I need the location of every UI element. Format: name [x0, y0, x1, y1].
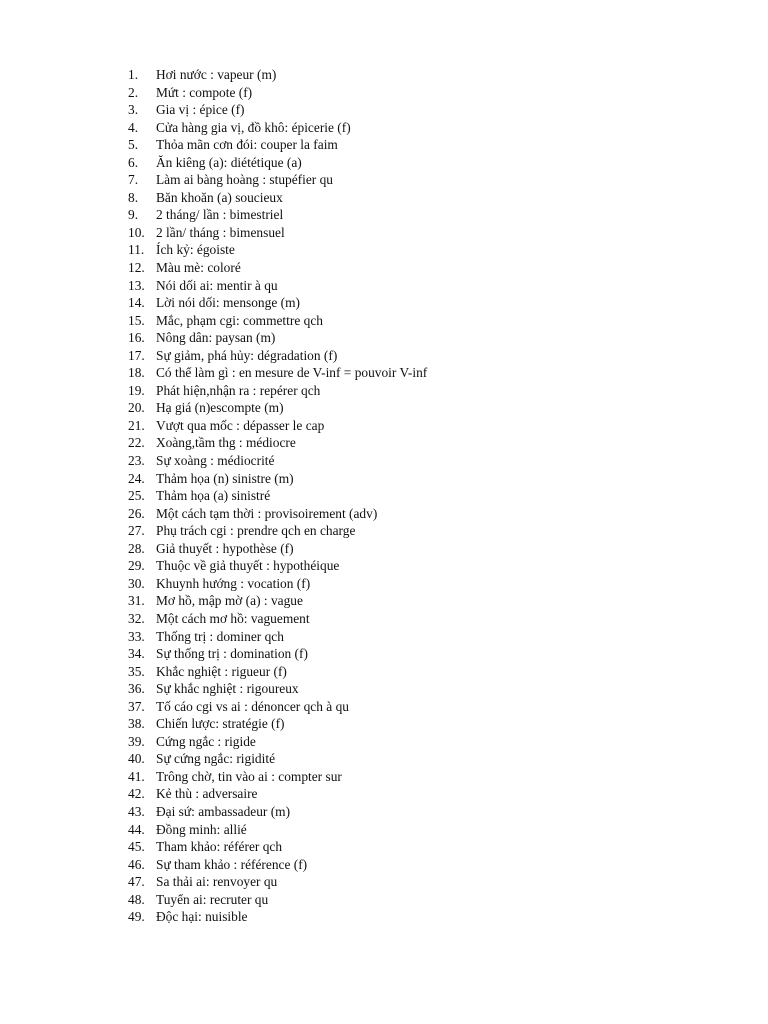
item-number: 19. — [128, 382, 145, 398]
item-number: 30. — [128, 575, 145, 591]
list-item — [128, 294, 427, 312]
item-text: Thống trị : dominer qch — [156, 628, 284, 644]
item-number: 2. — [128, 84, 139, 100]
list-item — [128, 119, 427, 137]
list-item — [128, 206, 427, 224]
item-text: Sự tham khảo : référence (f) — [156, 856, 308, 872]
list-item — [128, 189, 427, 207]
list-item — [128, 821, 427, 839]
item-number: 34. — [128, 646, 145, 662]
item-text: Tham khảo: référer qch — [156, 839, 283, 855]
list-item — [128, 645, 427, 663]
item-number: 12. — [128, 260, 145, 276]
list-item — [128, 838, 427, 856]
item-number: 49. — [128, 909, 145, 925]
list-item — [128, 540, 427, 558]
item-number: 6. — [128, 154, 139, 170]
list-item — [128, 136, 427, 154]
item-text: Vượt qua mốc : dépasser le cap — [156, 417, 325, 433]
list-item — [128, 347, 427, 365]
vocabulary-list — [128, 66, 427, 926]
item-text: Trông chờ, tin vào ai : compter sur — [156, 768, 342, 784]
item-text: Mứt : compote (f) — [156, 84, 253, 100]
list-item — [128, 487, 427, 505]
item-number: 18. — [128, 365, 145, 381]
item-number: 1. — [128, 67, 139, 82]
list-item — [128, 891, 427, 909]
list-item — [128, 610, 427, 628]
item-text: Sa thải ai: renvoyer qu — [156, 874, 278, 890]
item-text: Một cách mơ hồ: vaguement — [156, 610, 310, 626]
item-text: Có thể làm gì : en mesure de V-inf = pouvoir V-inf — [156, 365, 428, 381]
item-number: 7. — [128, 172, 139, 188]
list-item — [128, 522, 427, 540]
item-number: 44. — [128, 821, 145, 837]
item-text: Chiến lược: stratégie (f) — [156, 716, 285, 732]
list-item — [128, 259, 427, 277]
item-text: Mắc, phạm cgi: commettre qch — [156, 312, 323, 328]
item-number: 10. — [128, 224, 145, 240]
item-text: Thuộc về giả thuyết : hypothéique — [156, 558, 340, 574]
list-item — [128, 382, 427, 400]
list-item — [128, 505, 427, 523]
item-number: 40. — [128, 751, 145, 767]
item-text: Thỏa mãn cơn đói: couper la faim — [156, 137, 338, 153]
list-item — [128, 399, 427, 417]
item-number: 26. — [128, 505, 145, 521]
list-item — [128, 575, 427, 593]
item-number: 42. — [128, 786, 145, 802]
item-text: Lời nói dối: mensonge (m) — [156, 295, 300, 311]
list-item — [128, 715, 427, 733]
list-item — [128, 768, 427, 786]
item-text: Phát hiện,nhận ra : repérer qch — [156, 382, 321, 398]
item-text: Cứng ngắc : rigide — [156, 733, 256, 749]
list-item — [128, 434, 427, 452]
list-item — [128, 628, 427, 646]
item-text: Thảm họa (n) sinistre (m) — [156, 470, 294, 486]
item-number: 24. — [128, 470, 145, 486]
item-text: Giả thuyết : hypothèse (f) — [156, 540, 294, 556]
item-number: 5. — [128, 137, 139, 153]
item-text: Sự cứng ngắc: rigidité — [156, 751, 276, 767]
item-text: Băn khoăn (a) soucieux — [156, 189, 283, 205]
item-number: 9. — [128, 207, 139, 223]
item-text: Sự thống trị : domination (f) — [156, 646, 308, 662]
list-item — [128, 84, 427, 102]
list-item — [128, 101, 427, 119]
item-number: 4. — [128, 119, 139, 135]
item-number: 47. — [128, 874, 145, 890]
item-number: 33. — [128, 628, 145, 644]
item-text: Làm ai bàng hoàng : stupéfier qu — [156, 172, 334, 188]
list-item — [128, 329, 427, 347]
item-number: 17. — [128, 347, 145, 363]
item-text: Cửa hàng gia vị, đồ khô: épicerie (f) — [156, 119, 351, 135]
list-item — [128, 154, 427, 172]
item-text: Tố cáo cgi vs ai : dénoncer qch à qu — [156, 698, 349, 714]
list-item — [128, 592, 427, 610]
item-number: 28. — [128, 540, 145, 556]
list-item — [128, 856, 427, 874]
item-text: Khuynh hướng : vocation (f) — [156, 575, 311, 591]
item-number: 20. — [128, 400, 145, 416]
item-text: Kẻ thù : adversaire — [156, 786, 258, 802]
list-item — [128, 557, 427, 575]
item-text: Xoàng,tầm thg : médiocre — [156, 435, 296, 451]
item-text: Ăn kiêng (a): diététique (a) — [156, 154, 302, 170]
item-text: Đồng minh: allié — [156, 821, 247, 837]
item-number: 41. — [128, 768, 145, 784]
item-text: Nông dân: paysan (m) — [156, 330, 276, 346]
item-number: 37. — [128, 698, 145, 714]
item-text: Nói dối ai: mentir à qu — [156, 277, 278, 293]
list-item — [128, 908, 427, 926]
item-number: 14. — [128, 295, 145, 311]
item-number: 3. — [128, 102, 139, 118]
list-item — [128, 66, 427, 84]
item-number: 22. — [128, 435, 145, 451]
item-number: 32. — [128, 610, 145, 626]
list-item — [128, 680, 427, 698]
item-text: 2 tháng/ lần : bimestriel — [156, 207, 284, 223]
item-number: 35. — [128, 663, 145, 679]
item-text: Đại sứ: ambassadeur (m) — [156, 803, 291, 819]
item-number: 39. — [128, 733, 145, 749]
item-number: 11. — [128, 242, 145, 258]
item-text: Một cách tạm thời : provisoirement (adv) — [156, 505, 378, 521]
list-item — [128, 803, 427, 821]
item-text: Mơ hồ, mập mờ (a) : vague — [156, 593, 303, 609]
list-item — [128, 364, 427, 382]
item-text: Hơi nước : vapeur (m) — [156, 67, 277, 82]
item-number: 8. — [128, 189, 139, 205]
item-number: 16. — [128, 330, 145, 346]
item-number: 43. — [128, 803, 145, 819]
item-text: Thảm họa (a) sinistré — [156, 488, 271, 504]
list-item — [128, 733, 427, 751]
item-text: Sự xoàng : médiocrité — [156, 453, 275, 469]
item-number: 48. — [128, 891, 145, 907]
item-number: 36. — [128, 681, 145, 697]
item-number: 31. — [128, 593, 145, 609]
list-item — [128, 417, 427, 435]
list-item — [128, 224, 427, 242]
list-item — [128, 698, 427, 716]
item-number: 27. — [128, 523, 145, 539]
item-number: 46. — [128, 856, 145, 872]
item-number: 23. — [128, 453, 145, 469]
item-text: 2 lần/ tháng : bimensuel — [156, 224, 285, 240]
item-text: Ích kỷ: égoiste — [156, 242, 235, 258]
item-text: Khắc nghiệt : rigueur (f) — [156, 663, 287, 679]
item-number: 38. — [128, 716, 145, 732]
item-text: Phụ trách cgi : prendre qch en charge — [156, 523, 356, 539]
item-number: 13. — [128, 277, 145, 293]
list-item — [128, 785, 427, 803]
item-text: Sự khắc nghiệt : rigoureux — [156, 681, 299, 697]
item-text: Sự giảm, phá hủy: dégradation (f) — [156, 347, 338, 363]
list-item — [128, 277, 427, 295]
item-text: Hạ giá (n)escompte (m) — [156, 400, 284, 416]
list-item — [128, 663, 427, 681]
list-item — [128, 452, 427, 470]
item-number: 25. — [128, 488, 145, 504]
list-item — [128, 470, 427, 488]
list-item — [128, 750, 427, 768]
item-number: 45. — [128, 839, 145, 855]
item-number: 21. — [128, 417, 145, 433]
list-item — [128, 241, 427, 259]
list-item — [128, 171, 427, 189]
item-text: Độc hại: nuisible — [156, 909, 248, 925]
item-number: 29. — [128, 558, 145, 574]
item-number: 15. — [128, 312, 145, 328]
item-text: Màu mè: coloré — [156, 260, 241, 276]
item-text: Gia vị : épice (f) — [156, 102, 245, 118]
list-item — [128, 873, 427, 891]
list-item — [128, 312, 427, 330]
item-text: Tuyển ai: recruter qu — [156, 891, 269, 907]
